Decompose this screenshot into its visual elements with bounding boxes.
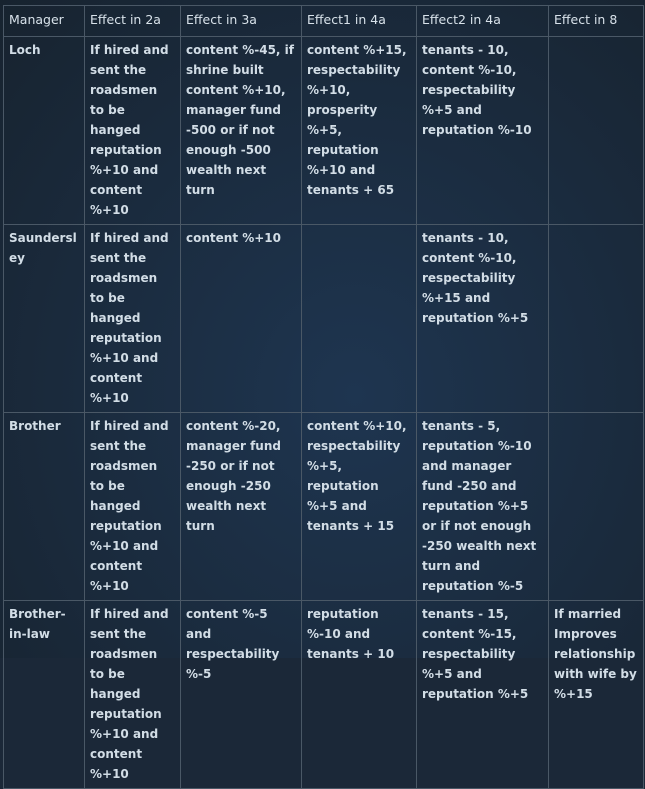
cell-effect-3a: content %-45, if shrine built content %+10, manager fund -500 or if not enough -500 wealth next turn [181,37,302,225]
cell-effect-3a: content %+10 [181,225,302,413]
table-row [4,413,644,601]
header-effect-2a: Effect in 2a [85,6,181,37]
header-effect1-4a: Effect1 in 4a [302,6,417,37]
cell-effect2-4a: tenants - 15, content %-15, respectability %+5 and reputation %+5 [417,601,549,789]
cell-manager: Brother-in-law [4,601,85,789]
cell-effect-3a: content %-20, manager fund -250 or if not enough -250 wealth next turn [181,413,302,601]
cell-effect-2a: If hired and sent the roadsmen to be hanged reputation %+10 and content %+10 [85,37,181,225]
cell-manager: Saundersley [4,225,85,413]
table-header-row [4,6,644,37]
cell-effect1-4a [302,225,417,413]
cell-effect1-4a: content %+10, respectability %+5, reputation %+5 and tenants + 15 [302,413,417,601]
header-effect2-4a: Effect2 in 4a [417,6,549,37]
cell-effect1-4a: reputation %-10 and tenants + 10 [302,601,417,789]
table-row [4,601,644,789]
table-row [4,225,644,413]
cell-effect1-4a: content %+15, respectability %+10, prosperity %+5, reputation %+10 and tenants + 65 [302,37,417,225]
cell-effect-2a: If hired and sent the roadsmen to be hanged reputation %+10 and content %+10 [85,601,181,789]
cell-effect2-4a: tenants - 10, content %-10, respectability %+5 and reputation %-10 [417,37,549,225]
cell-effect-8 [549,37,644,225]
cell-effect2-4a: tenants - 5, reputation %-10 and manager fund -250 and reputation %+5 or if not enough -250 wealth next turn and reputation %-5 [417,413,549,601]
header-effect-8: Effect in 8 [549,6,644,37]
cell-effect-2a: If hired and sent the roadsmen to be hanged reputation %+10 and content %+10 [85,225,181,413]
cell-effect-2a: If hired and sent the roadsmen to be hanged reputation %+10 and content %+10 [85,413,181,601]
manager-effects-table [3,5,644,789]
header-effect-3a: Effect in 3a [181,6,302,37]
header-manager: Manager [4,6,85,37]
cell-effect-8 [549,225,644,413]
cell-effect-8 [549,413,644,601]
cell-manager: Loch [4,37,85,225]
cell-effect2-4a: tenants - 10, content %-10, respectability %+15 and reputation %+5 [417,225,549,413]
cell-manager: Brother [4,413,85,601]
cell-effect-3a: content %-5 and respectability %-5 [181,601,302,789]
table-row [4,37,644,225]
cell-effect-8: If married Improves relationship with wife by %+15 [549,601,644,789]
